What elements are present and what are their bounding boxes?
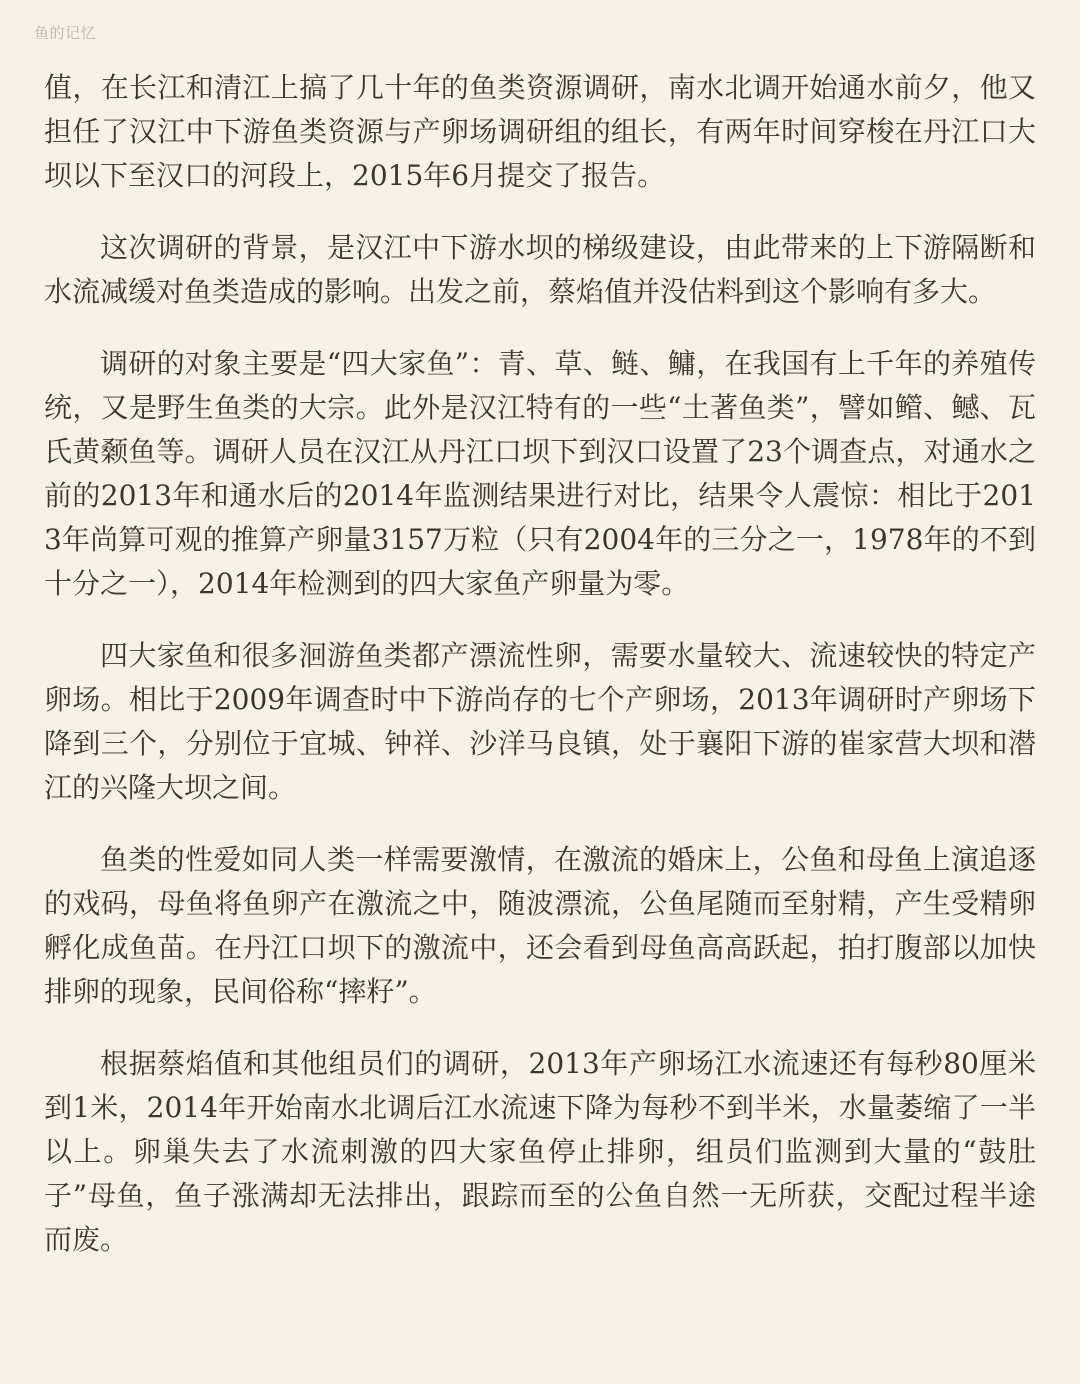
- paragraph-6: 根据蔡焰值和其他组员们的调研，2013年产卵场江水流速还有每秒80厘米到1米，2014年开始南水北调后江水流速下降为每秒不到半米，水量萎缩了一半以上。卵巢失去了水流刺激的四大家鱼停止排卵，组员们监测到大量的“鼓肚子”母鱼，鱼子涨满却无法排出，跟踪而至的公鱼自然一无所获，交配过程半途而废。: [44, 1047, 1036, 1256]
- paragraph-1: 值，在长江和清江上搞了几十年的鱼类资源调研，南水北调开始通水前夕，他又担任了汉江中下游鱼类资源与产卵场调研组的组长，有两年时间穿梭在丹江口大坝以下至汉口的河段上，2015年6月提交了报告。: [44, 71, 1036, 192]
- paragraph-3: 调研的对象主要是“四大家鱼”：青、草、鲢、鳙，在我国有上千年的养殖传统，又是野生鱼类的大宗。此外是汉江特有的一些“土著鱼类”，譬如鳤、鳡、瓦氏黄颡鱼等。调研人员在汉江从丹江口坝下到汉口设置了23个调查点，对通水之前的2013年和通水后的2014年监测结果进行对比，结果令人震惊：相比于2013年尚算可观的推算产卵量3157万粒（只有2004年的三分之一，1978年的不到十分之一），2014年检测到的四大家鱼产卵量为零。: [44, 347, 1036, 600]
- reading-content[interactable]: [44, 66, 1036, 1290]
- paragraph-5: 鱼类的性爱如同人类一样需要激情，在激流的婚床上，公鱼和母鱼上演追逐的戏码，母鱼将鱼卵产在激流之中，随波漂流，公鱼尾随而至射精，产生受精卵孵化成鱼苗。在丹江口坝下的激流中，还会看到母鱼高高跃起，拍打腹部以加快排卵的现象，民间俗称“摔籽”。: [44, 843, 1036, 1008]
- paragraph-4: 四大家鱼和很多洄游鱼类都产漂流性卵，需要水量较大、流速较快的特定产卵场。相比于2009年调查时中下游尚存的七个产卵场，2013年调研时产卵场下降到三个，分别位于宜城、钟祥、沙洋马良镇，处于襄阳下游的崔家营大坝和潜江的兴隆大坝之间。: [44, 639, 1036, 804]
- paragraph-2: 这次调研的背景，是汉江中下游水坝的梯级建设，由此带来的上下游隔断和水流减缓对鱼类造成的影响。出发之前，蔡焰值并没估料到这个影响有多大。: [44, 231, 1036, 308]
- book-title: 鱼的记忆: [34, 24, 97, 42]
